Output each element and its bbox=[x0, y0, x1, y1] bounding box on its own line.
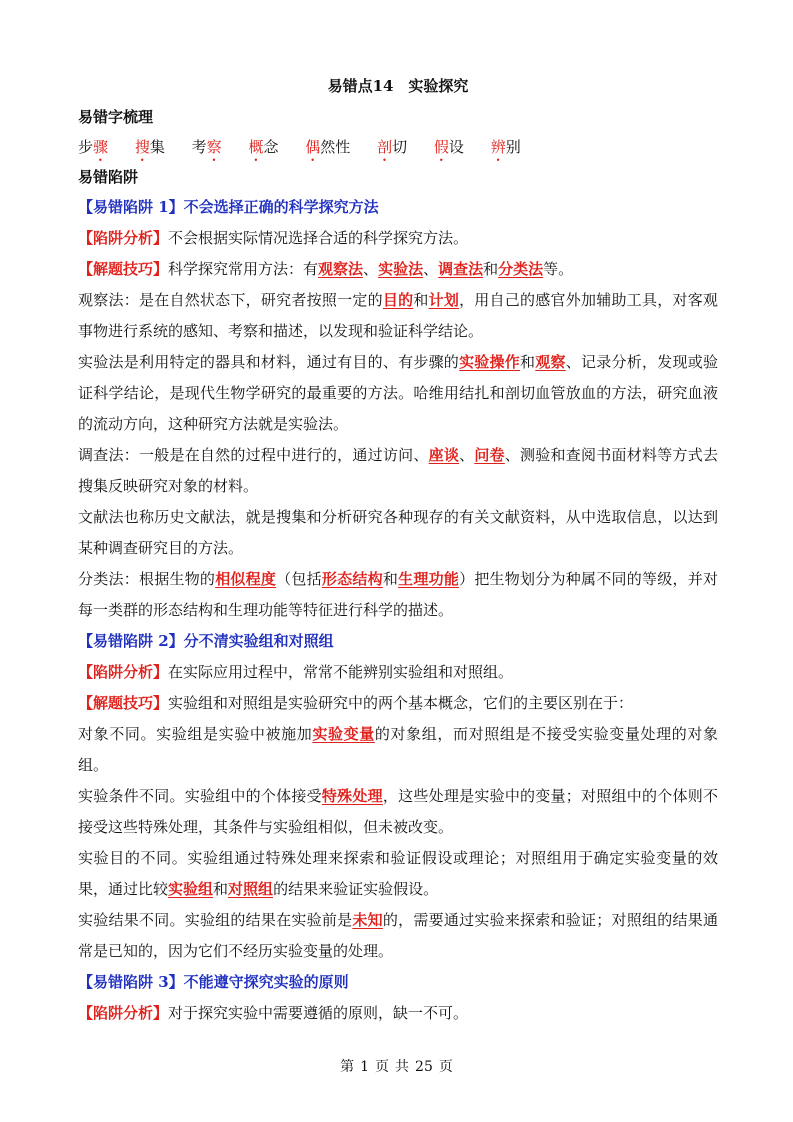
trap-2-title: 【易错陷阱 2】分不清实验组和对照组 bbox=[78, 632, 334, 650]
total-pages: 25 bbox=[415, 1059, 433, 1075]
trap-1-title: 【易错陷阱 1】不会选择正确的科学探究方法 bbox=[78, 198, 379, 216]
page-number: 1 bbox=[360, 1059, 370, 1075]
observe-paragraph: 观察法：是在自然状态下，研究者按照一定的目的和计划，用自己的感官外加辅助工具，对客观事物进行系统的感知、考察和描述，以发现和验证科学结论。 bbox=[78, 291, 718, 340]
literature-paragraph: 文献法也称历史文献法，就是搜集和分析研究各种现存的有关文献资料，从中选取信息，以达到某种调查研究目的方法。 bbox=[78, 508, 718, 557]
object-paragraph: 对象不同。实验组是实验中被施加实验变量的对象组，而对照组是不接受实验变量处理的对象组。 bbox=[78, 725, 718, 774]
tips-tag: 【解题技巧】 bbox=[78, 694, 169, 712]
traps-heading: 易错陷阱 bbox=[78, 168, 139, 186]
term-gainian: 概念 bbox=[248, 138, 279, 156]
term-kaocha: 考察 bbox=[191, 138, 222, 156]
term-jiashe: 假设 bbox=[433, 138, 464, 156]
trap-2-analysis: 【陷阱分析】在实际应用过程中，常常不能辨别实验组和对照组。 bbox=[78, 663, 514, 681]
classify-paragraph: 分类法：根据生物的相似程度（包括形态结构和生理功能）把生物划分为种属不同的等级，并对每一类群的形态结构和生理功能等特征进行科学的描述。 bbox=[78, 570, 718, 619]
analysis-tag: 【陷阱分析】 bbox=[78, 663, 169, 681]
trap-1-tips: 【解题技巧】科学探究常用方法：有观察法、实验法、调查法和分类法等。 bbox=[78, 260, 574, 278]
condition-paragraph: 实验条件不同。实验组中的个体接受特殊处理，这些处理是实验中的变量；对照组中的个体则不接受这些特殊处理，其条件与实验组相似，但未被改变。 bbox=[78, 787, 718, 836]
result-paragraph: 实验结果不同。实验组的结果在实验前是未知的，需要通过实验来探索和验证；对照组的结果通常是已知的，因为它们不经历实验变量的处理。 bbox=[78, 911, 718, 960]
page-footer: 第 1 页 共 25 页 bbox=[340, 1059, 453, 1075]
tips-tag: 【解题技巧】 bbox=[78, 260, 169, 278]
analysis-tag: 【陷阱分析】 bbox=[78, 1004, 169, 1022]
term-soji: 搜集 bbox=[134, 138, 165, 156]
term-ouranxing: 偶然性 bbox=[305, 138, 351, 156]
experiment-paragraph: 实验法是利用特定的器具和材料，通过有目的、有步骤的实验操作和观察、记录分析，发现或验证科学结论，是现代生物学研究的最重要的方法。哈维用结扎和剖切血管放血的方法，研究血液的流动方向，这种研究方法就是实验法。 bbox=[78, 353, 718, 433]
analysis-tag: 【陷阱分析】 bbox=[78, 229, 169, 247]
document-page bbox=[78, 72, 718, 1029]
typo-heading: 易错字梳理 bbox=[78, 108, 154, 126]
purpose-paragraph: 实验目的不同。实验组通过特殊处理来探索和验证假设或理论；对照组用于确定实验变量的效果，通过比较实验组和对照组的结果来验证实验假设。 bbox=[78, 849, 718, 898]
page-title: 易错点14 实验探究 bbox=[327, 77, 469, 95]
trap-2-tips: 【解题技巧】实验组和对照组是实验研究中的两个基本概念，它们的主要区别在于： bbox=[78, 694, 634, 712]
trap-3-analysis: 【陷阱分析】对于探究实验中需要遵循的原则，缺一不可。 bbox=[78, 1004, 469, 1022]
trap-3-title: 【易错陷阱 3】不能遵守探究实验的原则 bbox=[78, 973, 349, 991]
typo-terms bbox=[78, 132, 718, 162]
survey-paragraph: 调查法：一般是在自然的过程中进行的，通过访问、座谈、问卷、测验和查阅书面材料等方式去搜集反映研究对象的材料。 bbox=[78, 446, 718, 495]
trap-1-analysis: 【陷阱分析】不会根据实际情况选择合适的科学探究方法。 bbox=[78, 229, 469, 247]
term-buzhou: 步骤 bbox=[78, 138, 109, 156]
term-pouqie: 剖切 bbox=[377, 138, 408, 156]
term-bianbie: 辨别 bbox=[490, 138, 521, 156]
